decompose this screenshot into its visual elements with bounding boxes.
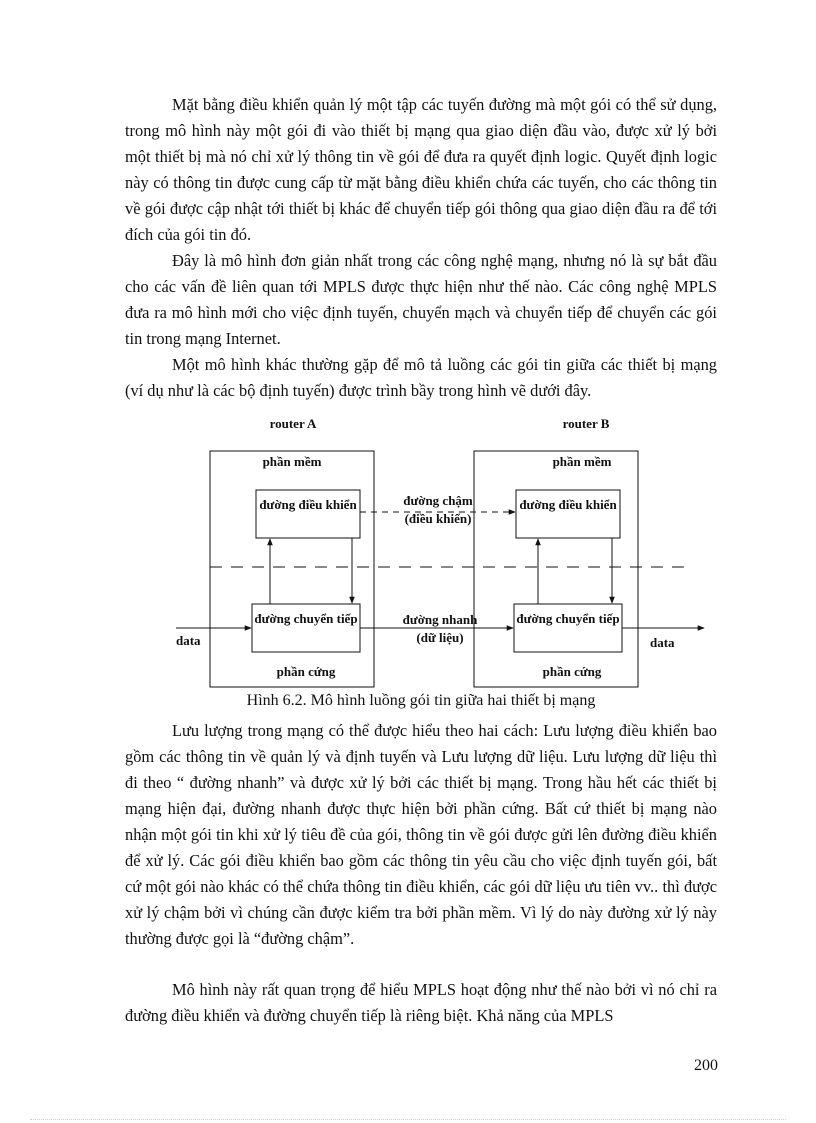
diagram-lines: [168, 408, 708, 696]
control-box-b: đường điều khiển: [519, 497, 617, 512]
control-box-a: đường điều khiển: [259, 497, 357, 512]
hardware-label-b: phần cứng: [542, 664, 602, 679]
forward-box-a: đường chuyển tiếp: [254, 611, 358, 626]
forward-box-b: đường chuyển tiếp: [516, 611, 620, 626]
software-label-a: phần mềm: [262, 454, 322, 469]
paragraph-4: Lưu lượng trong mạng có thể được hiểu theo hai cách: Lưu lượng điều khiển bao gồm các thông tin về quản lý và định tuyến và Lưu lượng dữ liệu. Lưu lượng dữ liệu thì đi theo “ đường nhanh” và được xử lý bởi các thiết bị mạng. Trong hầu hết các thiết bị mạng hiện đại, đường nhanh được thực hiện bởi phần cứng. Bất cứ thiết bị mạng nào nhận một gói tin khi xử lý tiêu đề của gói, thông tin về gói được gửi lên đường điều khiển để xử lý. Các gói điều khiển bao gồm các thông tin yêu cầu cho việc định tuyến gói, bất cứ một gói nào khác có thể chứa thông tin điều khiển, các gói dữ liệu ưu tiên vv.. thì được xử lý chậm bởi vì chúng cần được kiểm tra bởi phần mềm. Vì lý do này đường xử lý này thường được gọi là “đường chậm”.: [125, 721, 717, 948]
data-in-label: data: [176, 633, 201, 648]
hardware-label-a: phần cứng: [276, 664, 336, 679]
data-out-label: data: [650, 635, 675, 650]
page-number: 200: [694, 1057, 718, 1074]
paragraph-5: Mô hình này rất quan trọng để hiểu MPLS hoạt động như thế nào bởi vì nó chỉ ra đường điều khiển và đường chuyển tiếp là riêng biệt. Khả năng của MPLS: [125, 980, 717, 1025]
router-b-title: router B: [562, 416, 610, 431]
router-flow-diagram: [168, 408, 708, 696]
paragraph-3: Một mô hình khác thường gặp để mô tả luồng các gói tin giữa các thiết bị mạng (ví dụ như là các bộ định tuyến) được trình bầy trong hình vẽ dưới đây.: [125, 355, 717, 400]
fast-path-label: đường nhanh (dữ liệu): [402, 612, 478, 645]
slow-path-label: đường chậm (điều khiển): [403, 493, 473, 526]
footer-divider: [30, 1119, 786, 1120]
router-a-title: router A: [269, 416, 317, 431]
software-label-b: phần mềm: [552, 454, 612, 469]
figure-caption: Hình 6.2. Mô hình luồng gói tin giữa hai thiết bị mạng: [246, 692, 596, 709]
paragraph-2: Đây là mô hình đơn giản nhất trong các công nghệ mạng, nhưng nó là sự bắt đầu cho các vấn đề liên quan tới MPLS được thực hiện như thế nào. Các công nghệ MPLS đưa ra mô hình mới cho việc định tuyến, chuyển mạch và chuyển tiếp để chuyển các gói tin trong mạng Internet.: [125, 251, 717, 348]
paragraph-1: Mặt bằng điều khiển quản lý một tập các tuyến đường mà một gói có thể sử dụng, trong mô hình này một gói đi vào thiết bị mạng qua giao diện đầu vào, được xử lý bởi một thiết bị mà nó chỉ xử lý thông tin về gói để đưa ra quyết định logic. Quyết định logic này có thông tin được cung cấp từ mặt bằng điều khiển chứa các tuyến, cho các thông tin về gói được cập nhật tới thiết bị khác để chuyển tiếp gói thông qua giao diện đầu ra để tới đích của gói tin đó.: [125, 95, 717, 244]
